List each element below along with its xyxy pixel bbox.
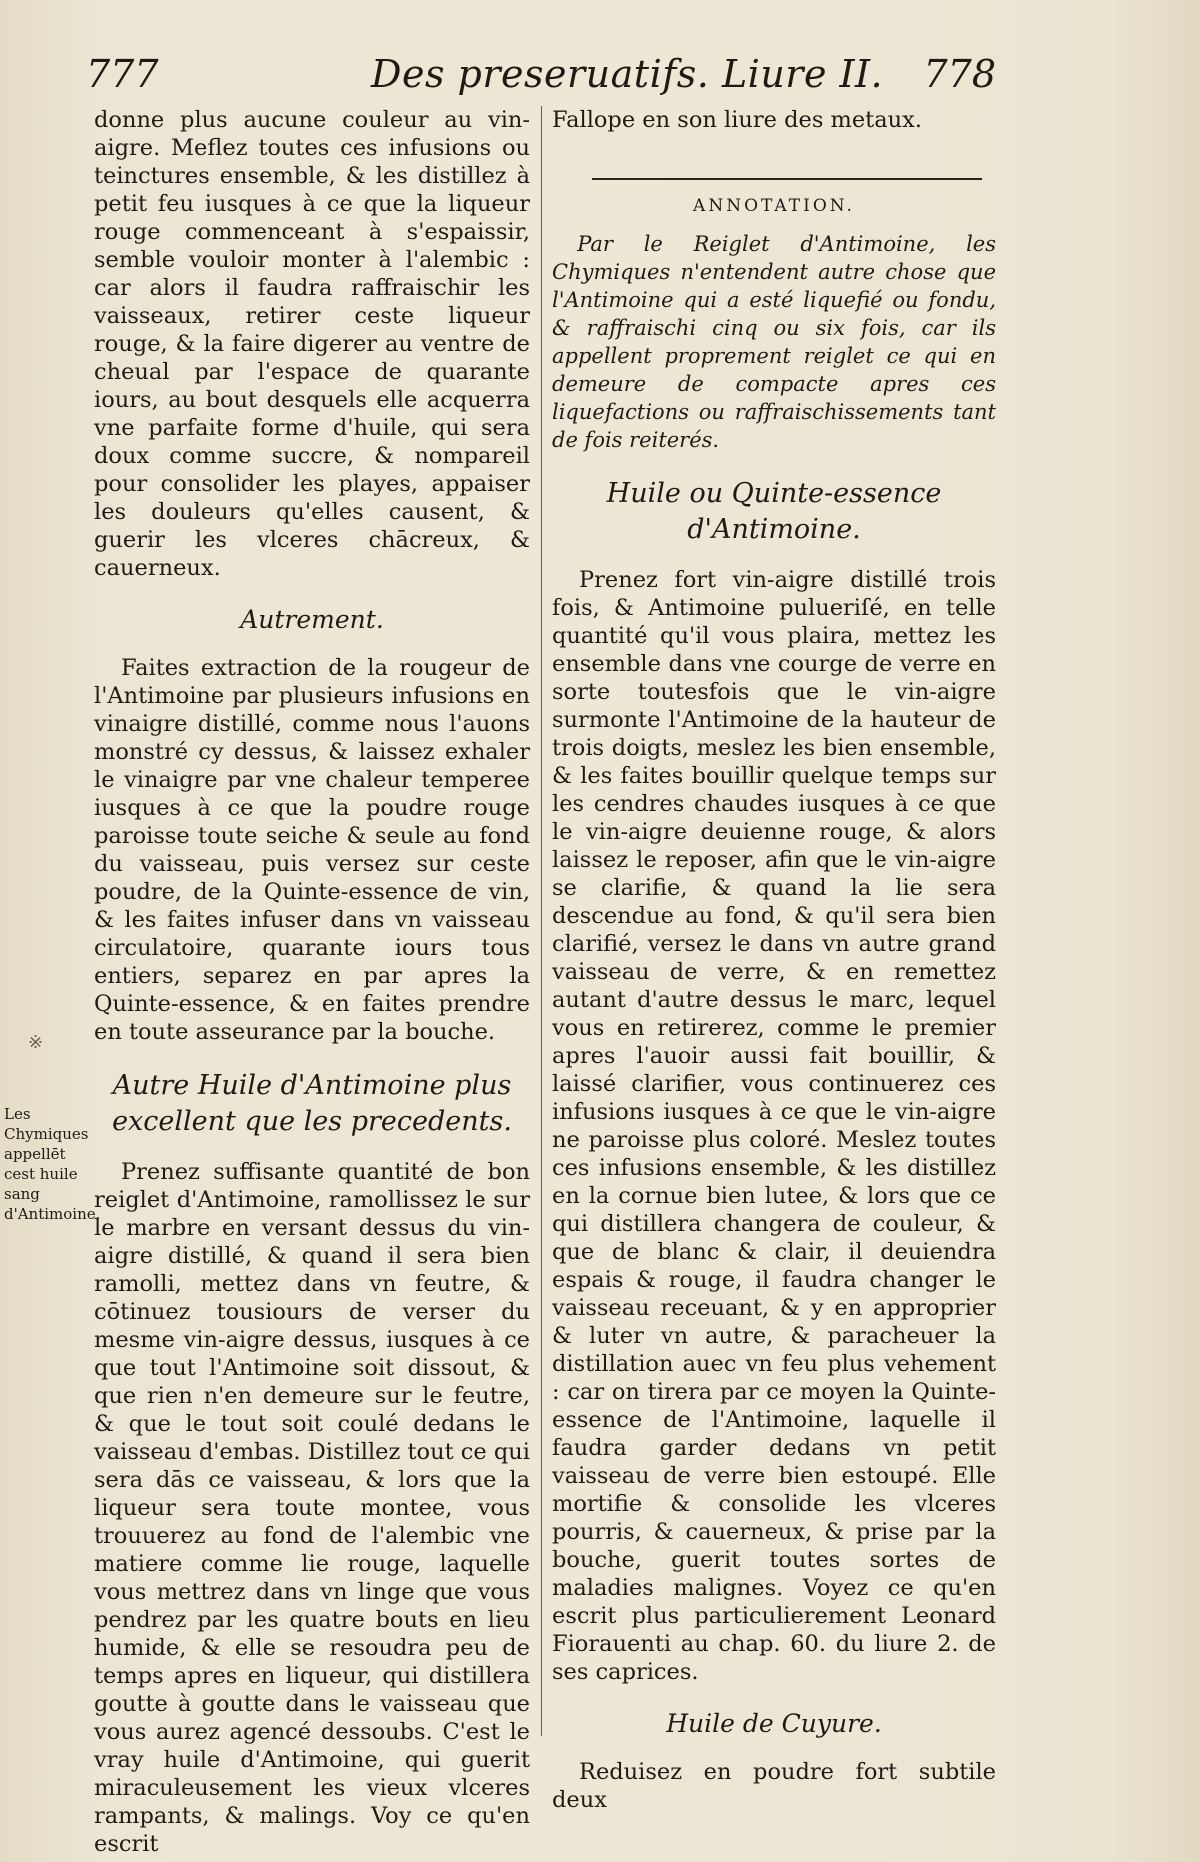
paragraph-extraction: Faites extraction de la rougeur de l'Antimoine par plusieurs infusions en vinaigre distillé, comme nous l'auons monstré cy dessus, & laissez exhaler le vinaigre par vne chaleur temperee iusques à ce que la poudre rouge paroisse toute seiche & seule au fond du vaisseau, puis versez sur ceste poudre, de la Quinte-essence de vin, & les faites infuser dans vn vaisseau circulatoire, quarante iours tous entiers, separez en par apres la Quinte-essence, & en faites prendre en toute asseurance par la bouche. bbox=[94, 655, 530, 1045]
column-divider bbox=[541, 106, 542, 1736]
page-number-left: 777 bbox=[86, 52, 159, 96]
paragraph-quinte-essence: Prenez fort vin-aigre distillé trois fois, & Antimoine pulueriſé, en telle quantité qu'il vous plaira, mettez les ensemble dans vne courge de verre en sorte toutesfois que le vin-aigre surmonte l'Antimoine de la hauteur de trois doigts, meslez les bien ensemble, & les faites bouillir quelque temps sur les cendres chaudes iusques à ce que le vin-aigre deuienne rouge, & alors laissez le reposer, afin que le vin-aigre se clarifie, & quand la lie sera descendue au fond, & qu'il sera bien clarifié, versez le dans vn autre grand vaisseau de verre, & en remettez autant d'autre dessus le marc, lequel vous en retirerez, comme le premier apres l'auoir aussi fait bouillir, & laissé clarifier, vous continuerez ces infusions iusques à ce que le vin-aigre ne paroisse plus coloré. Meslez toutes ces infusions ensemble, & les distillez en la cornue bien lutee, & lors que ce qui distillera changera de couleur, & que de blanc & clair, il deuiendra espais & rouge, il faudra changer le vaisseau receuant, & y en approprier & luter vn autre, & paracheuer la distillation auec vn feu plus vehement : car on tirera par ce moyen la Quinte-essence de l'Antimoine, laquelle il faudra garder dedans vn petit vaisseau de verre bien estoupé. Elle mortifie & consolide les vlceres pourris, & cauerneux, & prise par la bouche, guerit toutes sortes de maladies malignes. Voyez ce qu'en escrit plus particulierement Leonard Fiorauenti au chap. 60. du liure 2. de ses caprices. bbox=[552, 567, 996, 1685]
heading-quinte-essence: Huile ou Quinte-essence d'Antimoine. bbox=[606, 478, 942, 545]
paragraph-reiglet: Prenez suffisante quantité de bon reiglet d'Antimoine, ramollissez le sur le marbre en versant dessus du vin-aigre distillé, & quand il sera bien ramolli, mettez dans vn feutre, & cōtinuez tousiours de verser du mesme vin-aigre dessus, iusques à ce que tout l'Antimoine soit dissout, & que rien n'en demeure sur le feutre, & que le tout soit coulé dedans le vaisseau d'embas. Distillez tout ce qui sera dās ce vaisseau, & lors que la liqueur sera toute montee, vous trouuerez au fond de l'alembic vne matiere comme lie rouge, laquelle vous mettrez dans vn linge que vous pendrez par les quatre bouts en lieu humide, & elle se resoudra peu de temps apres en liqueur, qui distillera goutte à goutte dans le vaisseau que vous aurez agencé dessoubs. C'est le vray huile d'Antimoine, qui guerit miraculeusement les vieux vlceres rampants, & malings. Voy ce qu'en escrit bbox=[94, 1159, 530, 1857]
heading-autre-huile: Autre Huile d'Antimoine plus excellent que les precedents. bbox=[112, 1070, 512, 1137]
annotation-heading: ANNOTATION. bbox=[693, 196, 855, 216]
paragraph-cuyure: Reduisez en poudre fort subtile deux bbox=[552, 1759, 996, 1813]
ornament-mark: ※ bbox=[28, 1032, 44, 1053]
margin-note: Les Chymiques appellēt cest huile sang d'Antimoine. bbox=[4, 1105, 101, 1223]
paragraph-oil-ending: donne plus aucune couleur au vin-aigre. Meflez toutes ces infusions ou teinctures ensemble, & les distillez à petit feu iusques à ce que la liqueur rouge commenceant à s'espaissir, semble vouloir monter à l'alembic : car alors il faudra raffraischir les vaisseaux, retirer ceste liqueur rouge, & la faire digerer au ventre de cheual par l'espace de quarante iours, au bout desquels elle acquerra vne parfaite forme d'huile, qui sera doux comme succre, & nompareil pour consolider les playes, appaiser les douleurs qu'elles causent, & guerir les vlceres chācreux, & cauerneux. bbox=[94, 107, 530, 581]
paragraph-fallope: Fallope en son liure des metaux. bbox=[552, 107, 922, 133]
page-number-right: 778 bbox=[923, 52, 996, 96]
running-title: Des preseruatifs. Liure II. bbox=[371, 52, 884, 96]
heading-autrement: Autrement. bbox=[240, 605, 384, 634]
left-column bbox=[94, 106, 530, 1858]
page-header bbox=[86, 52, 996, 100]
heading-huile-cuyure: Huile de Cuyure. bbox=[666, 1709, 882, 1738]
horizontal-rule bbox=[592, 178, 982, 180]
right-column bbox=[552, 106, 996, 1814]
annotation-text: Par le Reiglet d'Antimoine, les Chymiques n'entendent autre chose que l'Antimoine qui a esté liquefié ou fondu, & raffraischi cinq ou six fois, car ils appellent proprement reiglet ce qui en demeure de compacte apres ces liquefactions ou raffraischissements tant de fois reiterés. bbox=[552, 232, 996, 452]
